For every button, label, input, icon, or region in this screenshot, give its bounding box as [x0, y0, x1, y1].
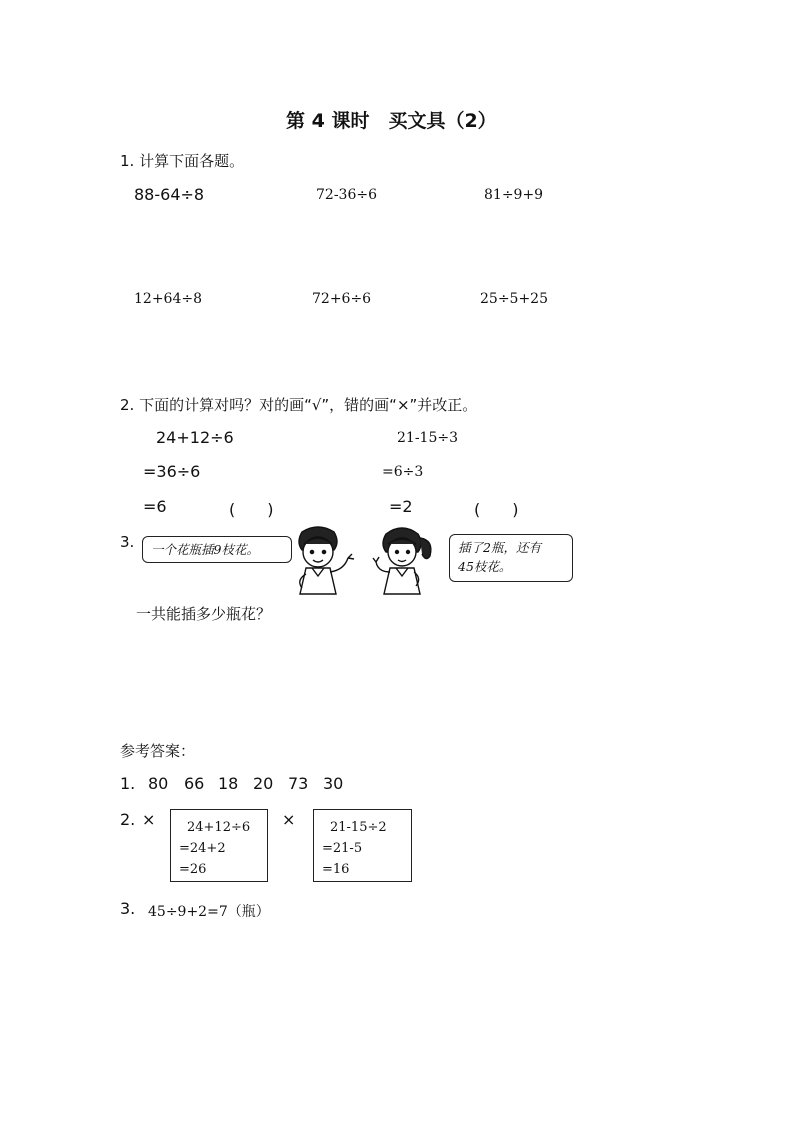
answer2-mark-1: × [142, 810, 156, 829]
speech-bubble-girl-line2: 45枝花。 [458, 559, 512, 574]
answer1-value-5: 73 [288, 774, 309, 793]
speech-bubble-boy [142, 536, 292, 563]
answer1-value-4: 20 [253, 774, 274, 793]
q2-heading: 2. 下面的计算对吗？对的画“√”，错的画“×”并改正。 [120, 396, 478, 414]
speech-bubble-girl-line1: 插了2瓶，还有 [458, 540, 541, 555]
q2-right-line2: =6÷3 [382, 464, 424, 480]
box2-line3: =16 [322, 862, 350, 877]
box1-line2: =24+2 [179, 841, 226, 856]
q1-expr-1: 88-64÷8 [134, 185, 205, 204]
q2-right-line3: =2 [389, 497, 413, 516]
page-title: 第 4 课时 买文具（2） [286, 110, 497, 132]
answer2-correction-box-2 [313, 809, 412, 882]
answer1-value-2: 66 [184, 774, 205, 793]
q1-expr-6: 25÷5+25 [480, 291, 548, 307]
answers-heading: 参考答案： [120, 742, 196, 760]
boy-illustration [282, 524, 358, 596]
box1-line3: =26 [179, 862, 207, 877]
q2-right-line1: 21-15÷3 [397, 430, 458, 446]
box2-line1: 21-15÷2 [330, 820, 387, 835]
q2-left-line3: =6 [143, 497, 167, 516]
answer1-number: 1. [120, 774, 136, 793]
q2-left-line1: 24+12÷6 [156, 428, 234, 447]
answer1-value-3: 18 [218, 774, 239, 793]
answer2-mark-2: × [282, 810, 296, 829]
q1-expr-3: 81÷9+9 [484, 187, 544, 203]
answer2-number: 2. [120, 810, 136, 829]
q1-expr-4: 12+64÷8 [134, 291, 202, 307]
box2-line2: =21-5 [322, 841, 363, 856]
answer3-text: 45÷9+2=7（瓶） [148, 904, 270, 920]
q1-heading: 1. 计算下面各题。 [120, 152, 245, 170]
q1-expr-2: 72-36÷6 [316, 187, 377, 203]
q3-number: 3. [120, 533, 135, 551]
answer3-number: 3. [120, 899, 136, 918]
answer2-correction-box-1 [170, 809, 268, 882]
box1-line1: 24+12÷6 [187, 820, 251, 835]
answer1-value-6: 30 [323, 774, 344, 793]
q3-question: 一共能插多少瓶花？ [136, 605, 272, 623]
speech-bubble-boy-text: 一个花瓶插9枝花。 [151, 542, 259, 557]
q2-right-answer-paren[interactable]: ( ) [474, 500, 519, 519]
q2-left-line2: =36÷6 [143, 462, 201, 481]
girl-illustration [372, 522, 442, 596]
answer1-value-1: 80 [148, 774, 169, 793]
speech-bubble-girl [449, 534, 573, 582]
q1-expr-5: 72+6÷6 [312, 291, 372, 307]
q2-left-answer-paren[interactable]: ( ) [229, 500, 274, 519]
